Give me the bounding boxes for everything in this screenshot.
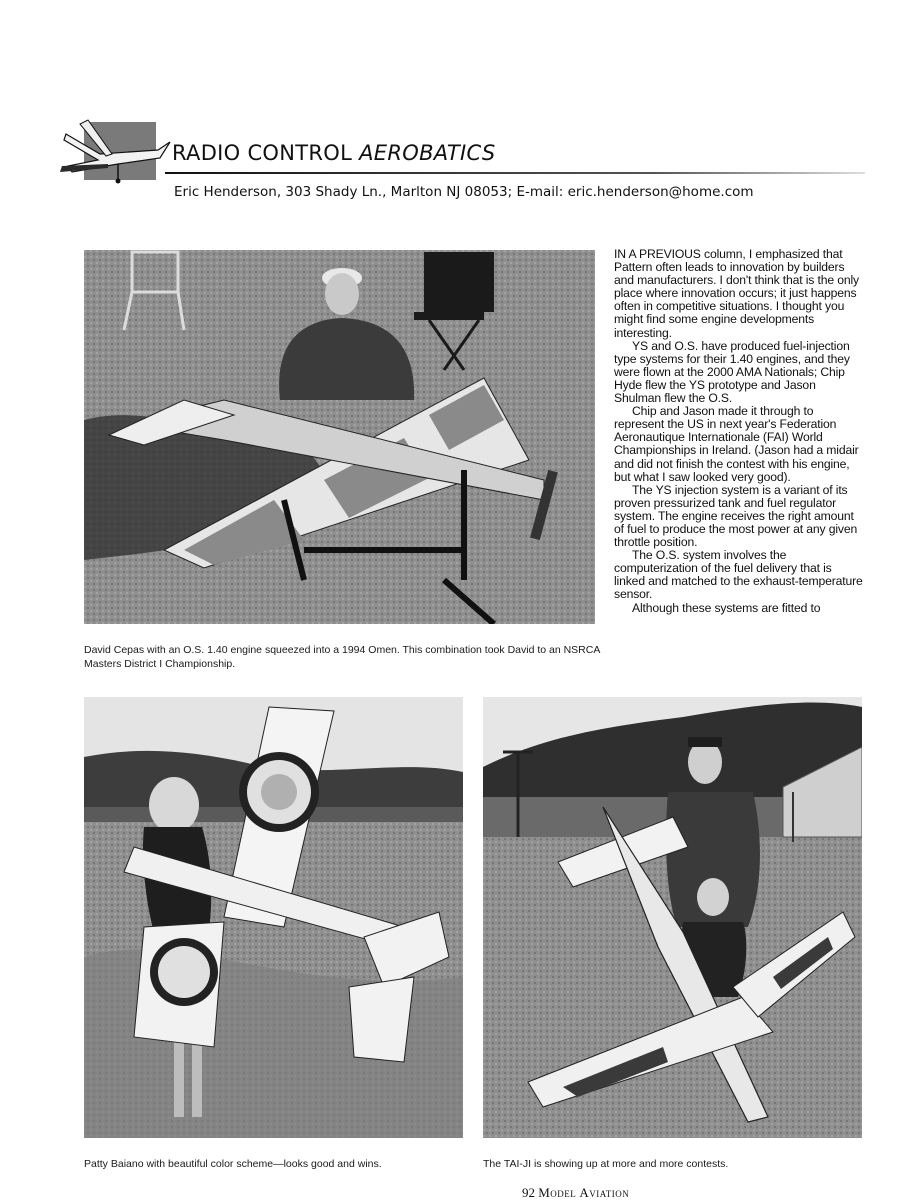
- article-body: [614, 248, 864, 615]
- header-divider: [165, 172, 865, 174]
- photo-caption: Patty Baiano with beautiful color scheme—looks good and wins.: [84, 1158, 382, 1170]
- article-paragraph: IN A PREVIOUS column, I emphasized that Pattern often leads to innovation by builders and manufacturers. I don't think that is the only place where innovation occurs; it just happens often in competitive situations. I thought you might find some engine developments interesting.: [614, 247, 859, 340]
- photo-caption: David Cepas with an O.S. 1.40 engine squeezed into a 1994 Omen. This combination took David to an NSRCA Masters District I Championship.: [84, 644, 600, 670]
- article-paragraph: The YS injection system is a variant of its proven pressurized tank and fuel regulator system. The engine receives the right amount of fuel to produce the most power at any given throttle position.: [614, 482, 858, 550]
- section-title: RADIO CONTROL AEROBATICS: [172, 141, 496, 165]
- article-paragraph: Although these systems are fitted to: [632, 600, 821, 615]
- article-paragraph: Chip and Jason made it through to represent the US in next year's Federation Aeronautique Internationale (FAI) World Championships in Ireland. (Jason had a midair and did not finish the contest with his engine, but what I saw looked very good).: [614, 404, 859, 484]
- rc-airplane-icon: [58, 114, 176, 188]
- photo-color-scheme-airplane: [84, 697, 463, 1138]
- page-footer: [522, 1185, 629, 1201]
- magazine-name: Model Aviation: [538, 1185, 630, 1200]
- author-byline: Eric Henderson, 303 Shady Ln., Marlton NJ 08053; E-mail: eric.henderson@home.com: [174, 184, 754, 200]
- article-paragraph: YS and O.S. have produced fuel-injection type systems for their 1.40 engines, and they were flown at the 2000 AMA Nationals; Chip Hyde flew the YS prototype and Jason Shulman flew the O.S.: [614, 338, 850, 406]
- page-number: 92: [522, 1185, 535, 1200]
- photo-caption: The TAI-JI is showing up at more and more contests.: [483, 1158, 729, 1170]
- article-paragraph: The O.S. system involves the computerization of the fuel delivery that is linked and matched to the exhaust-temperature sensor.: [614, 548, 863, 602]
- photo-omen-airplane: [84, 250, 595, 624]
- photo-tai-ji-airplane: [483, 697, 862, 1138]
